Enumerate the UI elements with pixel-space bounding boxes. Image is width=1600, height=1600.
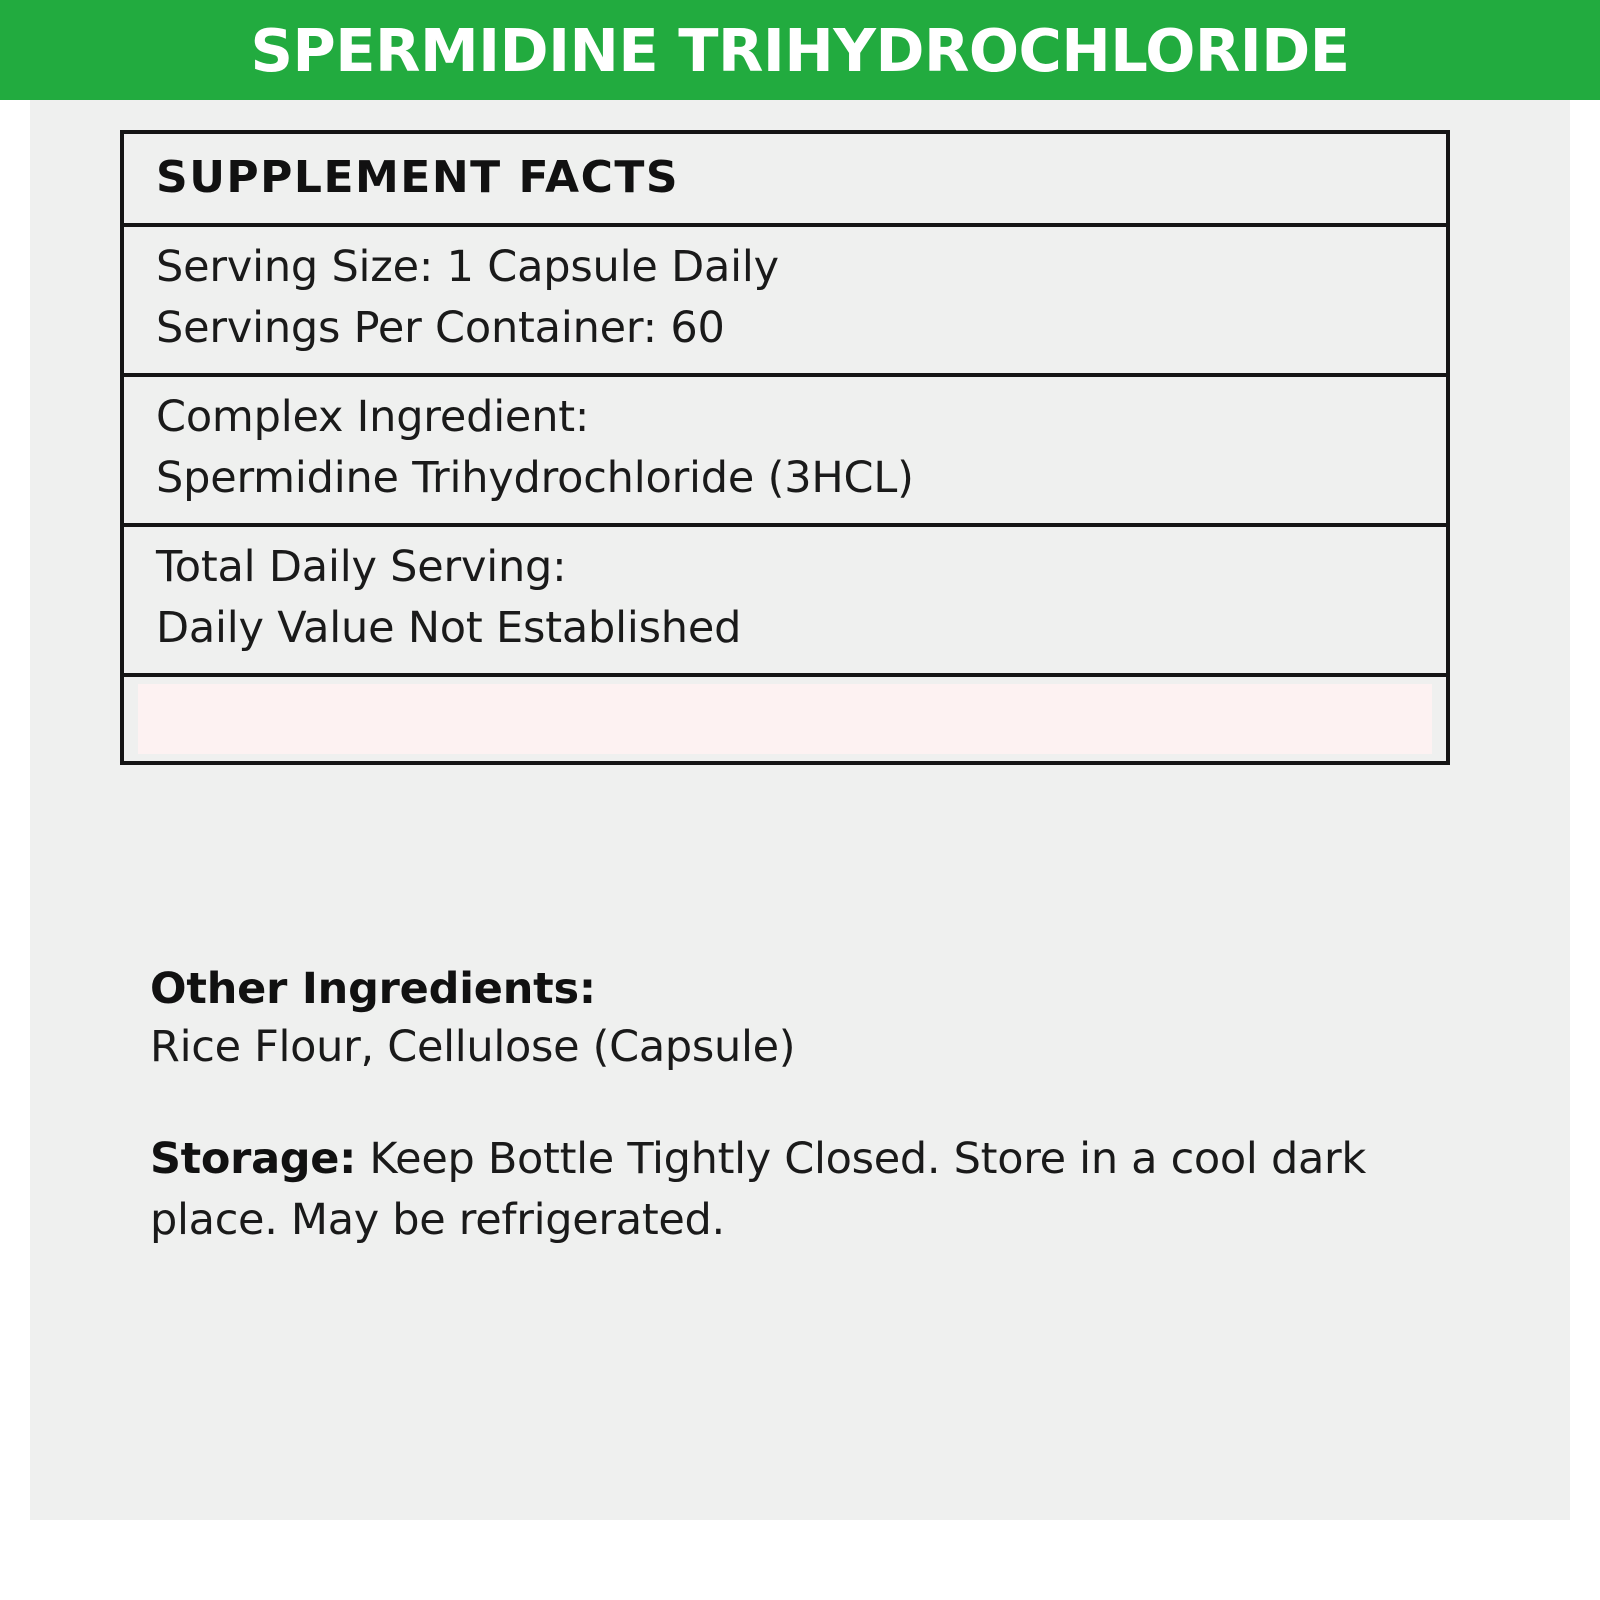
- total-daily-serving-row: [124, 527, 1446, 677]
- serving-size-line: Serving Size: 1 Capsule Daily: [156, 242, 779, 292]
- other-ingredients-block: [150, 960, 1470, 1077]
- supplement-facts-panel: [120, 130, 1450, 765]
- storage-paragraph: [150, 1129, 1470, 1251]
- daily-value-note: Daily Value Not Established: [156, 603, 742, 654]
- blank-strip: [138, 684, 1432, 754]
- blank-facts-row: [124, 677, 1446, 761]
- supplement-facts-heading: SUPPLEMENT FACTS: [156, 152, 680, 203]
- storage-text: Keep Bottle Tightly Closed. Store in a cool dark place. May be refrigerated.: [150, 1134, 1366, 1246]
- complex-ingredient-value: Spermidine Trihydrochloride (3HCL): [156, 453, 914, 504]
- servings-per-container-line: Servings Per Container: 60: [156, 303, 725, 354]
- product-title: SPERMIDINE TRIHYDROCHLORIDE: [250, 15, 1350, 85]
- label-body: [30, 100, 1570, 1520]
- serving-info-row: [124, 227, 1446, 377]
- other-ingredients-text: Rice Flour, Cellulose (Capsule): [150, 1022, 796, 1073]
- storage-title: Storage:: [150, 1134, 357, 1185]
- lower-text-section: [150, 960, 1470, 1251]
- storage-block: [150, 1129, 1470, 1251]
- total-daily-serving-label: Total Daily Serving:: [156, 542, 567, 593]
- complex-ingredient-label: Complex Ingredient:: [156, 392, 590, 443]
- complex-ingredient-row: [124, 377, 1446, 527]
- other-ingredients-title: Other Ingredients:: [150, 964, 596, 1014]
- product-title-banner: [0, 0, 1600, 100]
- supplement-facts-heading-row: [124, 134, 1446, 227]
